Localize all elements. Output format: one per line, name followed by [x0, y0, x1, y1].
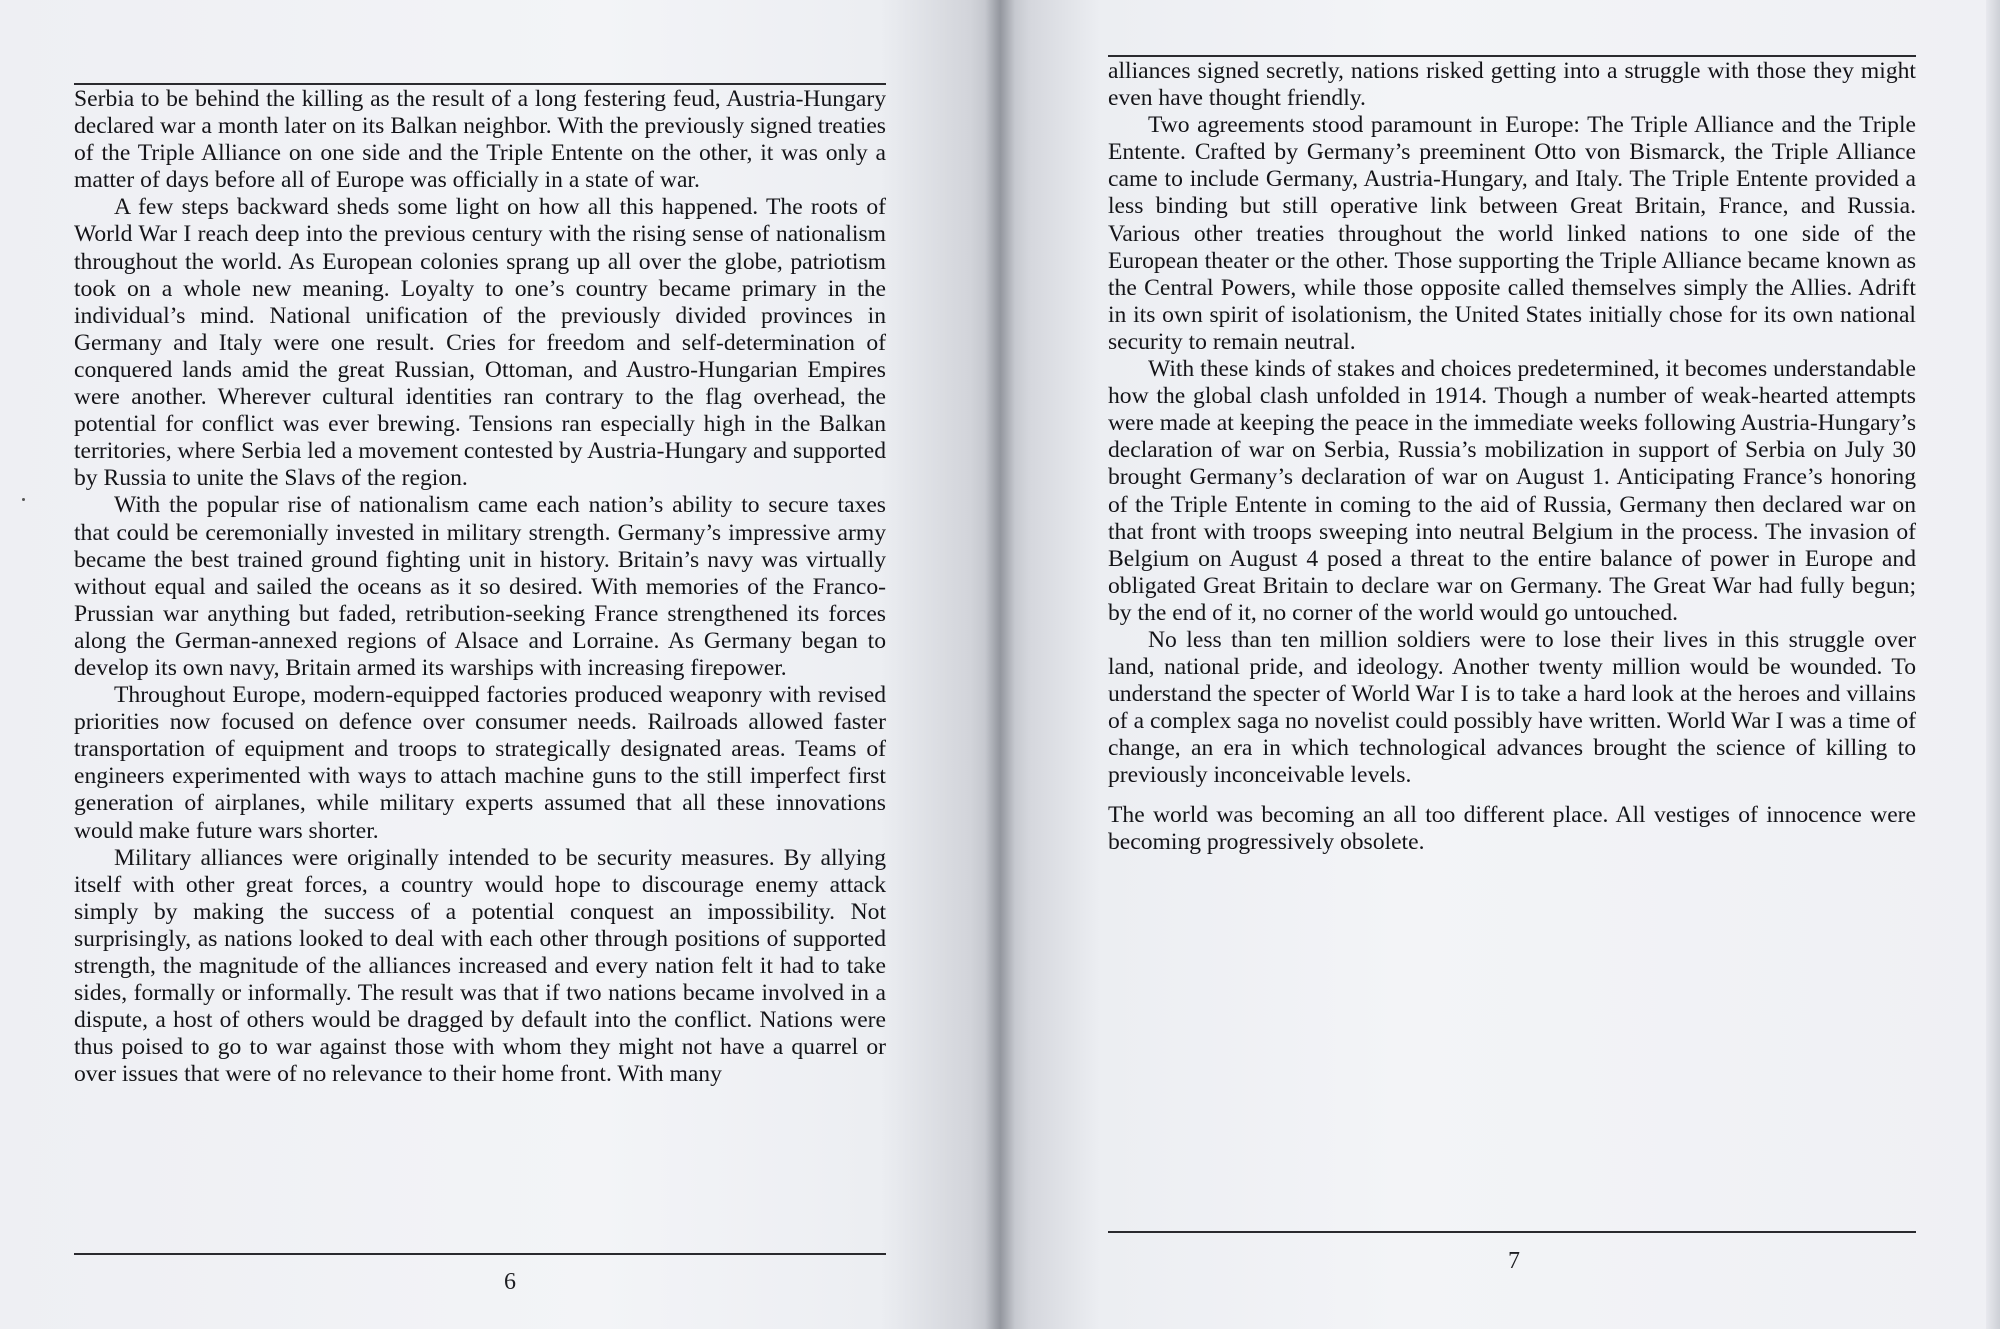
bottom-rule — [74, 1253, 886, 1255]
paragraph: Two agreements stood paramount in Europe: The Triple Alliance and the Triple Entente. Crafted by Germany’s preeminent Otto von Bismarck, the Triple Alliance came to include Germany, Austria-Hungary, and Italy. The Triple Entente provided a less binding but still operative link between Great Britain, France, and Russia. Various other treaties throughout the world linked nations to one side of the European theater or the other. Those supporting the Triple Alliance became known as the Central Powers, while those opposite called themselves simply the Allies. Adrift in its own spirit of isolationism, the United States initially chose for its own national security to remain neutral. — [1108, 112, 1916, 355]
scan-speck — [22, 498, 25, 501]
top-rule — [74, 83, 886, 85]
top-rule — [1108, 55, 1916, 57]
bottom-rule — [1108, 1231, 1916, 1233]
paragraph: With the popular rise of nationalism came each nation’s ability to secure taxes that could be ceremonially invested in military strength. Germany’s impressive army became the best trained ground fighting unit in history. Britain’s navy was virtually without equal and sailed the oceans as it so desired. With memories of the Franco-Prussian war anything but faded, retribution-seeking France strengthened its forces along the German-annexed regions of Alsace and Lorraine. As Germany began to develop its own navy, Britain armed its warships with increasing firepower. — [74, 492, 886, 681]
page-number: 6 — [504, 1269, 516, 1295]
paragraph: Serbia to be behind the killing as the result of a long festering feud, Austria-Hungary declared war a month later on its Balkan neighbor. With the previously signed treaties of the Triple Alliance on one side and the Triple Entente on the other, it was only a matter of days before all of Europe was officially in a state of war. — [74, 86, 886, 194]
paragraph: A few steps backward sheds some light on how all this happened. The roots of World War I reach deep into the previous century with the rising sense of nationalism throughout the world. As European colonies sprang up all over the globe, patriotism took on a whole new meaning. Loyalty to one’s country became primary in the individual’s mind. National unification of the previously divided provinces in Germany and Italy were one result. Cries for freedom and self-determination of conquered lands amid the great Russian, Ottoman, and Austro-Hungarian Empires were another. Wherever cultural identities ran contrary to the flag overhead, the potential for conflict was ever brewing. Tensions ran especially high in the Balkan territories, where Serbia led a movement contested by Austria-Hungary and supported by Russia to unite the Slavs of the region. — [74, 194, 886, 492]
right-page-body — [1108, 58, 1916, 856]
page-number: 7 — [1508, 1248, 1520, 1274]
paragraph: alliances signed secretly, nations risked getting into a struggle with those they might even have thought friendly. — [1108, 58, 1916, 112]
left-page-body — [74, 86, 886, 1088]
book-gutter — [985, 0, 1015, 1329]
paragraph: The world was becoming an all too different place. All vestiges of innocence were becoming progressively obsolete. — [1108, 801, 1916, 855]
paragraph: No less than ten million soldiers were to lose their lives in this struggle over land, national pride, and ideology. Another twenty million would be wounded. To understand the specter of World War I is to take a hard look at the heroes and villains of a complex saga no novelist could possibly have written. World War I was a time of change, an era in which technological advances brought the science of killing to previously inconceivable levels. — [1108, 626, 1916, 789]
paragraph: With these kinds of stakes and choices predetermined, it becomes understandable how the global clash unfolded in 1914. Though a number of weak-hearted attempts were made at keeping the peace in the immediate weeks following Austria-Hungary’s declaration of war on Serbia, Russia’s mobilization in support of Serbia on July 30 brought Germany’s declaration of war on August 1. Anticipating France’s honoring of the Triple Entente in coming to the aid of Russia, Germany then declared war on that front with troops sweeping into neutral Belgium in the process. The invasion of Belgium on August 4 posed a threat to the entire balance of power in Europe and obligated Great Britain to declare war on Germany. The Great War had fully begun; by the end of it, no corner of the world would go untouched. — [1108, 356, 1916, 626]
paragraph: Military alliances were originally intended to be security measures. By allying itself with other great forces, a country would hope to discourage enemy attack simply by making the success of a potential conquest an impossibility. Not surprisingly, as nations looked to deal with each other through positions of supported strength, the magnitude of the alliances increased and every nation felt it had to take sides, formally or informally. The result was that if two nations became involved in a dispute, a host of others would be dragged by default into the conflict. Nations were thus poised to go to war against those with whom they might not have a quarrel or over issues that were of no relevance to their home front. With many — [74, 844, 886, 1088]
paragraph: Throughout Europe, modern-equipped factories produced weaponry with revised priorities now focused on defence over consumer needs. Railroads allowed faster transportation of equipment and troops to strategically designated areas. Teams of engineers experimented with ways to attach machine guns to the still imperfect first generation of airplanes, while military experts assumed that all these innovations would make future wars shorter. — [74, 682, 886, 844]
right-page — [1000, 0, 2000, 1329]
page-edge — [1986, 0, 2000, 1329]
